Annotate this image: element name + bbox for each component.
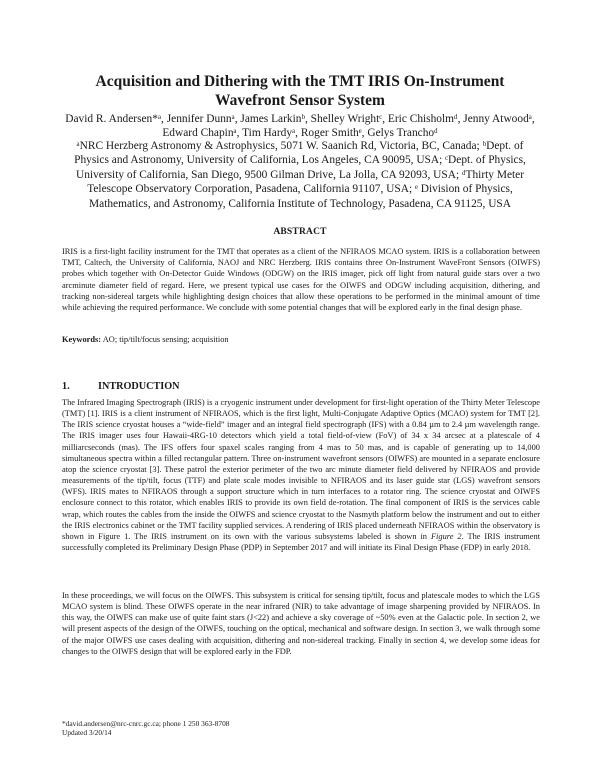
footnote-contact: *david.andersen@nrc-cnrc.gc.ca; phone 1 250 363-8708: [62, 719, 230, 728]
keywords-text: AO; tip/tilt/focus sensing; acquisition: [102, 335, 229, 344]
keywords: [62, 334, 540, 345]
paper-title: Acquisition and Dithering with the TMT IRIS On-Instrument Wavefront Sensor System: [95, 73, 505, 109]
intro-paragraph-2: In these proceedings, we will focus on the OIWFS. This subsystem is critical for sensing tip/tilt, focus and platescale modes to which the LGS MCAO system is blind. These OIWFS operate in the near infrared (NIR) to take advantage of image sharpening provided by NFIRAOS. In this way, the OIWFS can make use of quite faint stars (J<22) and achieve a sky coverage of ~50% even at the Galactic pole. In section 2, we will present aspects of the design of the OIWFS, touching on the optical, mechanical and software design. In section 3, we walk through some of the major OIWFS use cases dealing with acquisition, dithering and non-sidereal tracking. Finally in section 4, we develop some ideas for changes to the OIWFS design that will be explored early in the FDP.: [62, 591, 540, 656]
footnote: [62, 719, 540, 737]
keywords-label: Keywords:: [62, 335, 102, 344]
section-heading-introduction: [62, 381, 540, 392]
intro-paragraph-1-text-b: . The IRIS instrument successfully completed its Preliminary Design Phase (PDP) in September 2017 and will initiate its Final Design Phase (FDP) in early 2018.: [62, 531, 541, 553]
affiliations: ᵃNRC Herzberg Astronomy & Astrophysics, 5071 W. Saanich Rd, Victoria, BC, Canada; ᵇDept. of Physics and Astronomy, University of California, Los Angeles, CA 90095, USA; ᶜDept. of Physics, University of California, San Diego, 9500 Gilman Drive, La Jolla, CA 92093, USA; ᵈThirty Meter Telescope Observatory Corporation, Pasadena, California 91107, USA; ᵉ Division of Physics, Mathematics, and Astronomy, California Institute of Technology, Pasadena, CA 91125, USA: [74, 140, 526, 210]
abstract-heading: ABSTRACT: [273, 227, 327, 237]
footnote-updated: Updated 3/20/14: [62, 728, 112, 737]
intro-paragraph-1: [62, 397, 540, 553]
author-list: David R. Andersen*ᵃ, Jennifer Dunnᵃ, James Larkinᵇ, Shelley Wrightᶜ, Eric Chisholmᵈ, Jenny Atwoodᵃ, Edward Chapinᵃ, Tim Hardyᵃ, Roger Smithᵉ, Gelys Tranchoᵈ: [65, 113, 535, 140]
intro-paragraph-1-text-a: The Infrared Imaging Spectrograph (IRIS) is a cryogenic instrument under development for first-light operation of the Thirty Meter Telescope (TMT) [1]. IRIS is a client instrument of NFIRAOS, which is the first light, Multi-Conjugate Adaptive Optics (MCAO) system for TMT [2]. The IRIS science cryostat houses a “wide-field” imager and an integral field spectrograph (IFS) with a 0.84 µm to 2.4 µm wavelength range. The IRIS imager uses four Hawaii-4RG-10 detectors which yield a total field-of-view (FoV) of 34 x 34 arcsec at a platescale of 4 milliarcseconds (mas). The IFS offers four spaxel scales ranging from 4 mas to 50 mas, and is capable of generating up to 14,000 simultaneous spectra within a filled rectangular pattern. Three on-instrument wavefront sensors (OIWFS) are mounted in a separate enclosure atop the science cryostat [3]. These patrol the exterior perimeter of the two arc minute diameter field delivered by NFIRAOS and provide measurements of the tip/tilt, focus (TTF) and plate scale modes invisible to NFIRAOS and its laser guide star (LGS) wavefront sensors (WFS). IRIS mates to NFIRAOS through a support structure which in turn interfaces to a rotator ring. The science cryostat and OIWFS enclosure connect to this rotator, which enables IRIS to provide its own field de-rotation. The final component of IRIS is the services cable wrap, which routes the cables from the inside the OIWFS and science cryostat to the Nasmyth platform below the instrument and out to either the IRIS electronics cabinet or the TMT facility supplied services. A rendering of IRIS placed underneath NFIRAOS within the observatory is shown in Figure 1. The IRIS instrument on its own with the various subsystems labeled is shown in: [62, 398, 540, 541]
abstract-text: IRIS is a first-light facility instrument for the TMT that operates as a client of the NFIRAOS MCAO system. IRIS is a collaboration between TMT, Caltech, the University of California, NAOJ and NRC Herzberg. IRIS contains three On-Instrument WaveFront Sensors (OIWFS) probes which together with On-Detector Guide Windows (ODGW) on the IRIS imager, pick off light from natural guide stars over a two arcminute diameter field of regard. Here, we present typical use cases for the OIWFS and ODGW including acquisition, dithering, and tracking non-sidereal targets while highlighting design choices that allow these operations to be performed in the minimal amount of time while achieving the required performance. We conclude with some potential changes that will be explored early in the final design phase.: [62, 247, 540, 313]
figure-2-reference: Figure 2: [430, 531, 462, 541]
section-number: 1.: [62, 381, 70, 392]
section-title: INTRODUCTION: [98, 381, 180, 392]
